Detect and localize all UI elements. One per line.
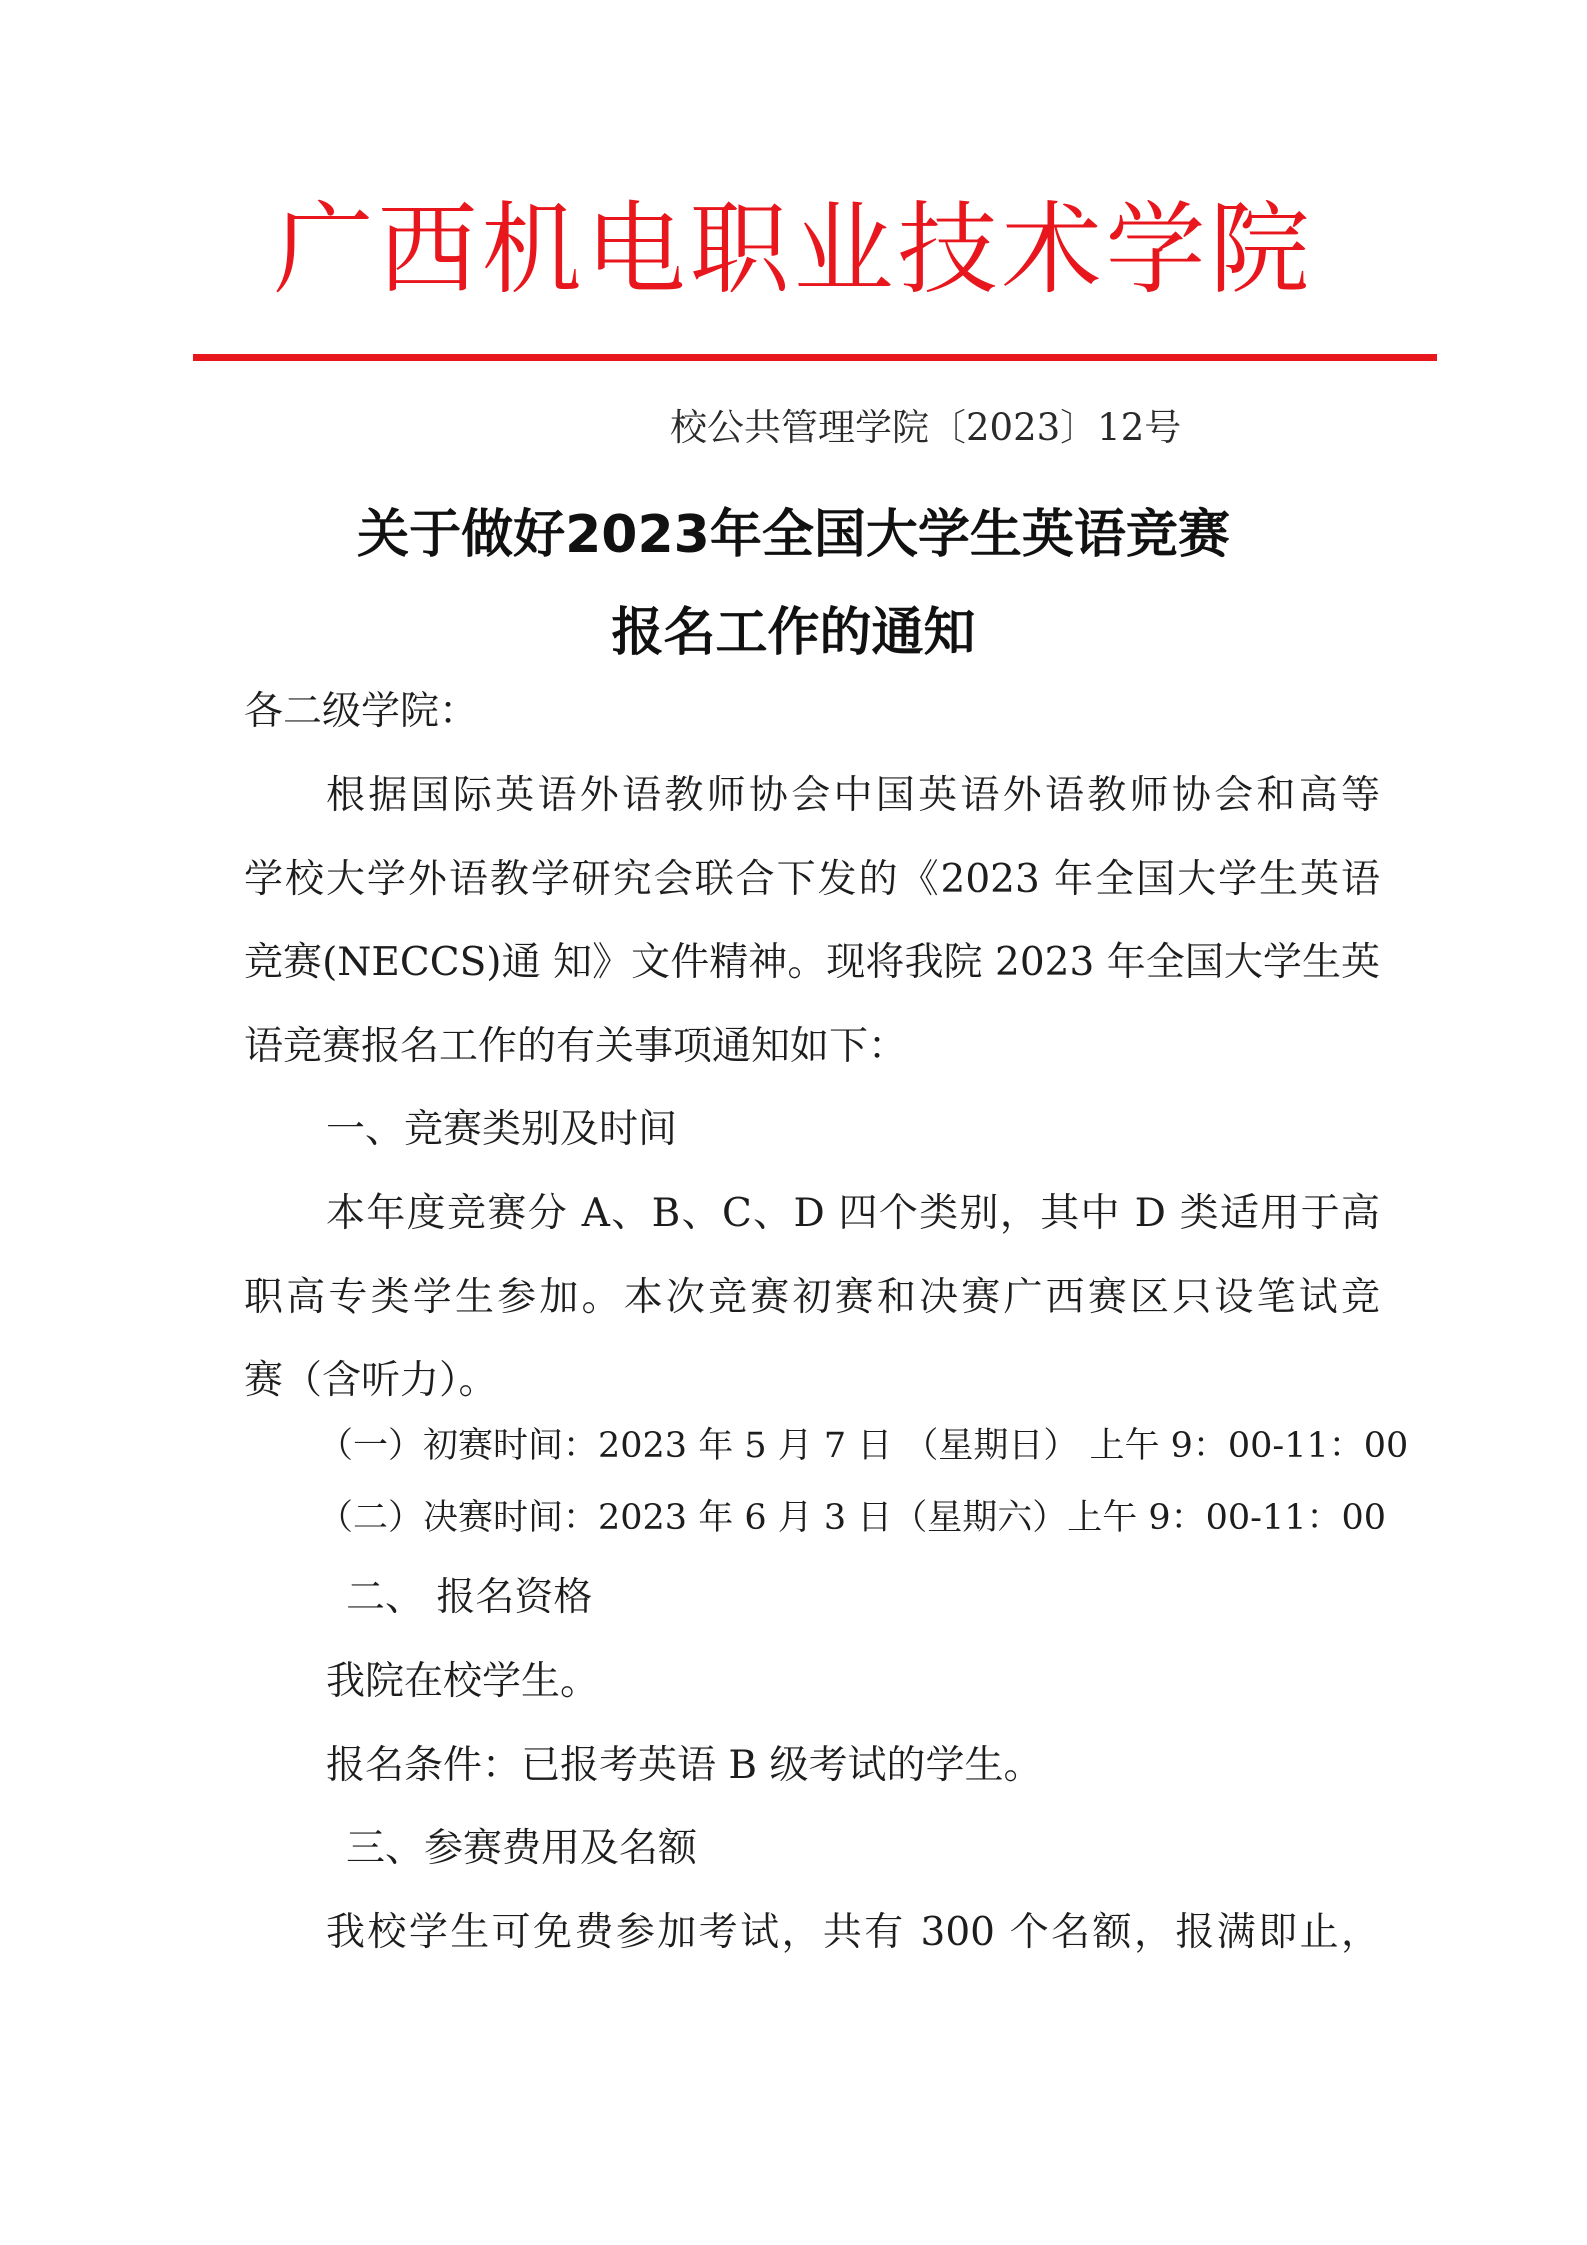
notice-title-line-1: 关于做好2023年全国大学生英语竞赛 bbox=[357, 505, 1230, 565]
section-1-text-line-2: 职高专类学生参加。本次竞赛初赛和决赛广西赛区只设笔试竞 bbox=[244, 1275, 1380, 1320]
section-1-text-line-3: 赛（含听力）。 bbox=[244, 1358, 498, 1403]
section-3-text-line-1: 我校学生可免费参加考试，共有 300 个名额，报满即止， bbox=[326, 1910, 1380, 1955]
intro-line-2: 学校大学外语教学研究会联合下发的《2023 年全国大学生英语 bbox=[244, 857, 1380, 902]
header-divider bbox=[193, 354, 1437, 361]
section-1-text-line-1: 本年度竞赛分 A、B、C、D 四个类别，其中 D 类适用于高 bbox=[326, 1191, 1380, 1236]
salutation: 各二级学院： bbox=[244, 689, 479, 734]
intro-line-4: 语竞赛报名工作的有关事项通知如下： bbox=[244, 1024, 908, 1069]
intro-line-3: 竞赛(NECCS)通 知》文件精神。现将我院 2023 年全国大学生英 bbox=[244, 940, 1380, 985]
final-time: （二）决赛时间：2023 年 6 月 3 日（星期六）上午 9：00-11：00 bbox=[318, 1498, 1387, 1538]
section-2-text-line-2: 报名条件：已报考英语 B 级考试的学生。 bbox=[326, 1743, 1043, 1788]
notice-title-line-2: 报名工作的通知 bbox=[611, 603, 976, 663]
section-1-heading: 一、竞赛类别及时间 bbox=[326, 1107, 678, 1152]
section-2-text-line-1: 我院在校学生。 bbox=[326, 1659, 600, 1704]
institution-header: 广西机电职业技术学院 bbox=[273, 191, 1314, 308]
section-3-heading: 三、参赛费用及名额 bbox=[346, 1826, 698, 1871]
document-number: 校公共管理学院〔2023〕12号 bbox=[670, 406, 1182, 449]
intro-line-1: 根据国际英语外语教师协会中国英语外语教师协会和高等 bbox=[326, 773, 1380, 818]
section-2-heading: 二、 报名资格 bbox=[346, 1575, 593, 1620]
preliminary-time: （一）初赛时间：2023 年 5 月 7 日 （星期日） 上午 9：00-11：00 bbox=[318, 1426, 1409, 1466]
